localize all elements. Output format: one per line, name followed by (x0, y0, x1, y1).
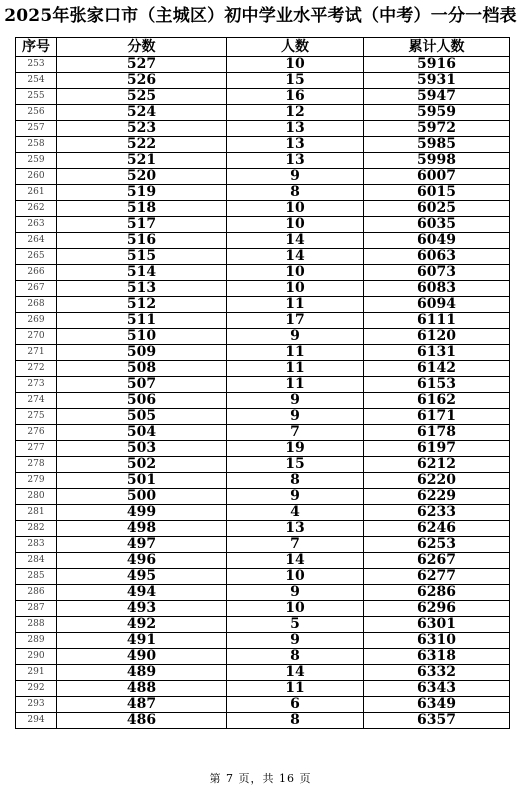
cell-cumulative: 6233 (364, 505, 510, 521)
cell-index: 261 (16, 185, 57, 201)
cell-score: 498 (57, 521, 227, 537)
cell-count: 5 (227, 617, 364, 633)
cell-count: 15 (227, 73, 364, 89)
cell-index: 270 (16, 329, 57, 345)
cell-cumulative: 6094 (364, 297, 510, 313)
table-row (16, 233, 510, 249)
cell-index: 274 (16, 393, 57, 409)
cell-count: 16 (227, 89, 364, 105)
table-row (16, 713, 510, 729)
cell-score: 518 (57, 201, 227, 217)
cell-cumulative: 6212 (364, 457, 510, 473)
cell-cumulative: 6171 (364, 409, 510, 425)
cell-score: 525 (57, 89, 227, 105)
cell-index: 259 (16, 153, 57, 169)
cell-count: 10 (227, 57, 364, 73)
cell-index: 278 (16, 457, 57, 473)
cell-score: 516 (57, 233, 227, 249)
cell-count: 14 (227, 233, 364, 249)
cell-cumulative: 6296 (364, 601, 510, 617)
cell-cumulative: 6025 (364, 201, 510, 217)
cell-score: 509 (57, 345, 227, 361)
cell-cumulative: 6111 (364, 313, 510, 329)
table-row (16, 137, 510, 153)
cell-score: 487 (57, 697, 227, 713)
cell-count: 15 (227, 457, 364, 473)
cell-count: 17 (227, 313, 364, 329)
cell-score: 492 (57, 617, 227, 633)
table-row (16, 201, 510, 217)
cell-score: 490 (57, 649, 227, 665)
cell-cumulative: 6277 (364, 569, 510, 585)
cell-count: 13 (227, 121, 364, 137)
cell-count: 10 (227, 265, 364, 281)
table-row (16, 377, 510, 393)
cell-cumulative: 6286 (364, 585, 510, 601)
table-row (16, 89, 510, 105)
cell-index: 263 (16, 217, 57, 233)
cell-score: 521 (57, 153, 227, 169)
table-row (16, 649, 510, 665)
cell-count: 9 (227, 489, 364, 505)
cell-score: 523 (57, 121, 227, 137)
table-row (16, 249, 510, 265)
cell-cumulative: 5985 (364, 137, 510, 153)
cell-index: 269 (16, 313, 57, 329)
table-row (16, 217, 510, 233)
cell-count: 11 (227, 361, 364, 377)
cell-count: 10 (227, 601, 364, 617)
cell-index: 277 (16, 441, 57, 457)
cell-score: 506 (57, 393, 227, 409)
cell-index: 286 (16, 585, 57, 601)
cell-score: 514 (57, 265, 227, 281)
cell-index: 255 (16, 89, 57, 105)
table-row (16, 473, 510, 489)
score-table (15, 37, 510, 729)
cell-index: 256 (16, 105, 57, 121)
cell-score: 522 (57, 137, 227, 153)
table-row (16, 425, 510, 441)
header-score: 分数 (57, 38, 227, 57)
cell-score: 499 (57, 505, 227, 521)
cell-count: 13 (227, 153, 364, 169)
cell-cumulative: 5916 (364, 57, 510, 73)
cell-cumulative: 6035 (364, 217, 510, 233)
cell-count: 11 (227, 377, 364, 393)
table-row (16, 617, 510, 633)
table-row (16, 569, 510, 585)
cell-count: 9 (227, 585, 364, 601)
cell-cumulative: 5959 (364, 105, 510, 121)
cell-cumulative: 6007 (364, 169, 510, 185)
cell-count: 12 (227, 105, 364, 121)
cell-index: 276 (16, 425, 57, 441)
cell-count: 8 (227, 649, 364, 665)
cell-cumulative: 6310 (364, 633, 510, 649)
cell-cumulative: 6142 (364, 361, 510, 377)
cell-score: 504 (57, 425, 227, 441)
table-row (16, 121, 510, 137)
cell-cumulative: 5998 (364, 153, 510, 169)
cell-index: 267 (16, 281, 57, 297)
table-row (16, 105, 510, 121)
table-row (16, 665, 510, 681)
cell-score: 496 (57, 553, 227, 569)
cell-cumulative: 6349 (364, 697, 510, 713)
cell-index: 262 (16, 201, 57, 217)
cell-cumulative: 6153 (364, 377, 510, 393)
table-row (16, 345, 510, 361)
cell-index: 287 (16, 601, 57, 617)
cell-score: 500 (57, 489, 227, 505)
table-row (16, 585, 510, 601)
table-row (16, 553, 510, 569)
cell-score: 507 (57, 377, 227, 393)
cell-count: 11 (227, 297, 364, 313)
cell-score: 503 (57, 441, 227, 457)
cell-cumulative: 6246 (364, 521, 510, 537)
table-row (16, 489, 510, 505)
cell-index: 288 (16, 617, 57, 633)
cell-cumulative: 6318 (364, 649, 510, 665)
cell-count: 7 (227, 425, 364, 441)
cell-score: 495 (57, 569, 227, 585)
cell-index: 254 (16, 73, 57, 89)
table-row (16, 521, 510, 537)
cell-count: 14 (227, 665, 364, 681)
cell-cumulative: 6015 (364, 185, 510, 201)
cell-index: 266 (16, 265, 57, 281)
cell-score: 520 (57, 169, 227, 185)
cell-index: 260 (16, 169, 57, 185)
cell-count: 10 (227, 217, 364, 233)
cell-cumulative: 6120 (364, 329, 510, 345)
cell-cumulative: 6301 (364, 617, 510, 633)
page-number: 第 7 页，共 16 页 (209, 772, 312, 785)
header-count: 人数 (227, 38, 364, 57)
cell-score: 501 (57, 473, 227, 489)
table-row (16, 409, 510, 425)
cell-score: 497 (57, 537, 227, 553)
cell-index: 283 (16, 537, 57, 553)
table-row (16, 537, 510, 553)
cell-count: 4 (227, 505, 364, 521)
cell-score: 515 (57, 249, 227, 265)
table-row (16, 697, 510, 713)
table-row (16, 281, 510, 297)
cell-count: 9 (227, 393, 364, 409)
table-row (16, 329, 510, 345)
cell-count: 10 (227, 281, 364, 297)
cell-cumulative: 5931 (364, 73, 510, 89)
header-cumulative: 累计人数 (364, 38, 510, 57)
header-index: 序号 (16, 38, 57, 57)
table-row (16, 185, 510, 201)
cell-cumulative: 6197 (364, 441, 510, 457)
cell-count: 13 (227, 521, 364, 537)
table-row (16, 297, 510, 313)
cell-score: 486 (57, 713, 227, 729)
cell-count: 9 (227, 169, 364, 185)
cell-index: 282 (16, 521, 57, 537)
cell-index: 293 (16, 697, 57, 713)
cell-count: 6 (227, 697, 364, 713)
cell-count: 8 (227, 185, 364, 201)
cell-cumulative: 6220 (364, 473, 510, 489)
cell-count: 11 (227, 345, 364, 361)
cell-index: 290 (16, 649, 57, 665)
cell-score: 519 (57, 185, 227, 201)
cell-cumulative: 6357 (364, 713, 510, 729)
cell-count: 9 (227, 409, 364, 425)
cell-cumulative: 6083 (364, 281, 510, 297)
cell-count: 10 (227, 569, 364, 585)
cell-cumulative: 6178 (364, 425, 510, 441)
cell-score: 493 (57, 601, 227, 617)
cell-index: 275 (16, 409, 57, 425)
cell-score: 513 (57, 281, 227, 297)
cell-cumulative: 5947 (364, 89, 510, 105)
table-row (16, 265, 510, 281)
cell-index: 289 (16, 633, 57, 649)
cell-index: 281 (16, 505, 57, 521)
cell-score: 502 (57, 457, 227, 473)
cell-index: 258 (16, 137, 57, 153)
cell-index: 292 (16, 681, 57, 697)
cell-index: 291 (16, 665, 57, 681)
cell-count: 19 (227, 441, 364, 457)
cell-score: 527 (57, 57, 227, 73)
cell-cumulative: 6162 (364, 393, 510, 409)
cell-index: 285 (16, 569, 57, 585)
cell-index: 253 (16, 57, 57, 73)
cell-index: 257 (16, 121, 57, 137)
cell-score: 488 (57, 681, 227, 697)
cell-cumulative: 5972 (364, 121, 510, 137)
cell-index: 268 (16, 297, 57, 313)
cell-cumulative: 6343 (364, 681, 510, 697)
cell-count: 14 (227, 553, 364, 569)
cell-score: 524 (57, 105, 227, 121)
table-row (16, 633, 510, 649)
cell-score: 517 (57, 217, 227, 233)
cell-count: 14 (227, 249, 364, 265)
cell-score: 511 (57, 313, 227, 329)
cell-cumulative: 6073 (364, 265, 510, 281)
table-body (16, 57, 510, 729)
cell-score: 494 (57, 585, 227, 601)
cell-count: 13 (227, 137, 364, 153)
cell-score: 510 (57, 329, 227, 345)
cell-cumulative: 6229 (364, 489, 510, 505)
table-row (16, 153, 510, 169)
cell-count: 9 (227, 633, 364, 649)
cell-index: 284 (16, 553, 57, 569)
table-row (16, 601, 510, 617)
cell-index: 265 (16, 249, 57, 265)
page-title: 2025年张家口市（主城区）初中学业水平考试（中考）一分一档表 (4, 6, 517, 26)
cell-score: 491 (57, 633, 227, 649)
cell-index: 264 (16, 233, 57, 249)
table-row (16, 441, 510, 457)
cell-index: 271 (16, 345, 57, 361)
table-row (16, 393, 510, 409)
cell-index: 294 (16, 713, 57, 729)
table-row (16, 169, 510, 185)
cell-count: 11 (227, 681, 364, 697)
cell-count: 9 (227, 329, 364, 345)
cell-index: 280 (16, 489, 57, 505)
cell-cumulative: 6267 (364, 553, 510, 569)
cell-count: 7 (227, 537, 364, 553)
cell-score: 512 (57, 297, 227, 313)
cell-cumulative: 6253 (364, 537, 510, 553)
cell-cumulative: 6332 (364, 665, 510, 681)
cell-score: 489 (57, 665, 227, 681)
cell-cumulative: 6063 (364, 249, 510, 265)
table-row (16, 73, 510, 89)
cell-count: 10 (227, 201, 364, 217)
table-row (16, 313, 510, 329)
table-header-row (16, 38, 510, 57)
table-row (16, 681, 510, 697)
cell-score: 508 (57, 361, 227, 377)
cell-count: 8 (227, 473, 364, 489)
cell-index: 279 (16, 473, 57, 489)
table-row (16, 505, 510, 521)
cell-index: 272 (16, 361, 57, 377)
table-row (16, 457, 510, 473)
cell-score: 505 (57, 409, 227, 425)
cell-count: 8 (227, 713, 364, 729)
cell-cumulative: 6131 (364, 345, 510, 361)
cell-index: 273 (16, 377, 57, 393)
table-row (16, 57, 510, 73)
table-row (16, 361, 510, 377)
cell-cumulative: 6049 (364, 233, 510, 249)
cell-score: 526 (57, 73, 227, 89)
